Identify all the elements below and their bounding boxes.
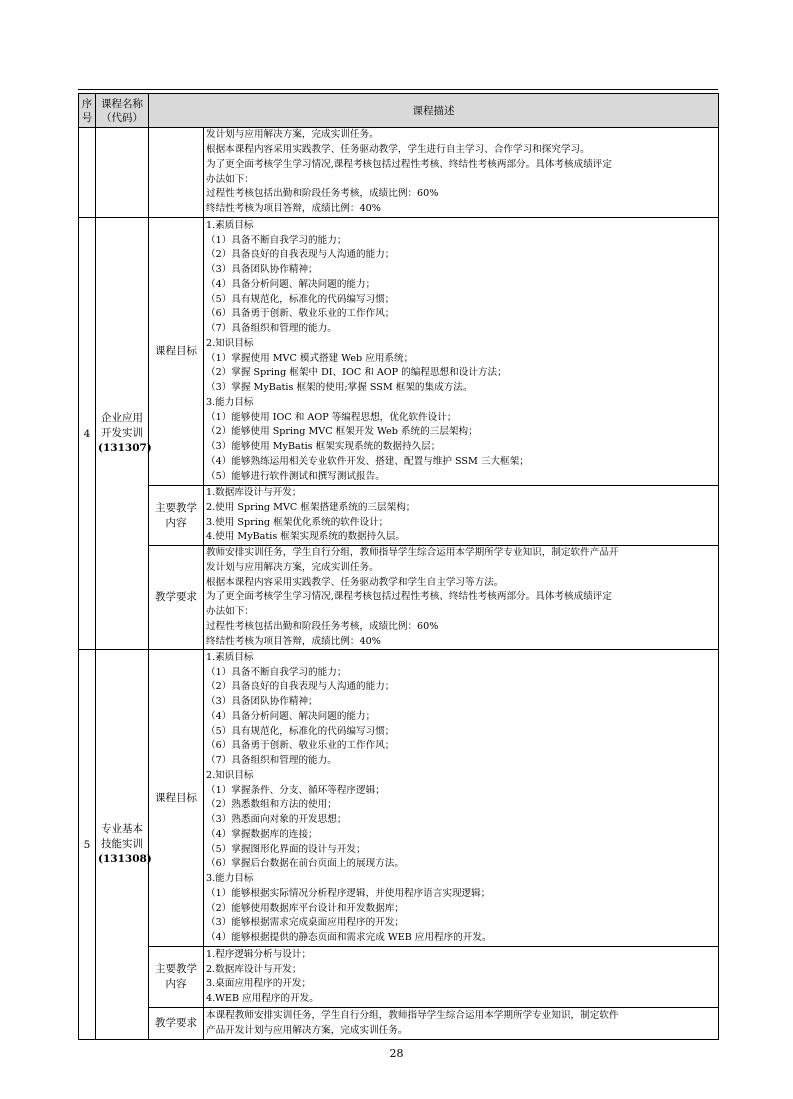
top-rule [78,89,718,90]
table-row-course-5-content [79,947,719,1008]
header-course-name: 课程名称 （代码） [96,94,149,128]
cont-desc-cell [204,128,719,218]
desc-line: 终结性考核为项目答辩，成绩比例：40% [206,203,381,214]
course-5-name: 专业基本 技能实训 (131308) [96,650,149,1040]
course-5-content-label: 主要教学 内容 [149,947,204,1008]
course-4-goals: 1.素质目标 （1）具备不断自我学习的能力； （2）具备良好的自我表现与人沟通的能力； （3）具备团队协作精神； （4）具备分析问题、解决问题的能力； （5）具有规范化，标准化的代码编写习惯； （6）具备勇于创新、敬业乐业的工作作风； （7）具备组织和管理的能力。 2.知识目标 （1）掌握使用 MVC 模式搭建 Web 应用系统； （2）掌握 Spring 框架中 DI、IOC 和 AOP 的编程思想和设计方法； （3）掌握 MyBatis 框架的使用;掌握 SSM 框架的集成方法。 3.能力目标 （1）能够使用 IOC 和 AOP 等编程思想，优化软件设计； （2）能够使用 Spring MVC 框架开发 Web 系统的三层架构； （3）能够使用 MyBatis 框架实现系统的数据持久层； （4）能够熟练运用相关专业软件开发、搭建、配置与维护 SSM 三大框架； （5）能够进行软件测试和撰写测试报告。 [204,218,719,486]
table-row-continuation [79,128,719,218]
course-5-goals: 1.素质目标 （1）具备不断自我学习的能力； （2）具备良好的自我表现与人沟通的能力； （3）具备团队协作精神； （4）具备分析问题、解决问题的能力； （5）具有规范化，标准化的代码编写习惯； （6）具备勇于创新、敬业乐业的工作作风； （7）具备组织和管理的能力。 2.知识目标 （1）掌握条件、分支、循环等程序逻辑； （2）熟悉数组和方法的使用； （3）熟悉面向对象的开发思想； （4）掌握数据库的连接； （5）掌握图形化界面的设计与开发； （6）掌握后台数据在前台页面上的展现方法。 3.能力目标 （1）能够根据实际情况分析程序逻辑，并使用程序语言实现逻辑； （2）能够使用数据库平台设计和开发数据库； （3）能够根据需求完成桌面应用程序的开发； （4）能够根据提供的静态页面和需求完成 WEB 应用程序的开发。 [204,650,719,947]
cont-sub-cell [149,128,204,218]
course-4-content-label: 主要教学 内容 [149,486,204,546]
course-5-seq: 5 [79,650,96,1040]
course-table [78,93,719,1040]
page-number: 28 [389,1047,404,1060]
table-row-course-4-req [79,546,719,650]
course-4-req: 教师安排实训任务，学生自行分组，教师指导学生综合运用本学期所学专业知识，制定软件产品开 发计划与应用解决方案，完成实训任务。 根据本课程内容采用实践教学、任务驱动教学和学生自主学习等方法。 为了更全面考核学生学习情况,课程考核包括过程性考核、终结性考核两部分。具体考核成绩评定 办法如下： 过程性考核包括出勤和阶段任务考核，成绩比例：60% 终结性考核为项目答辩，成绩比例：40% [204,546,719,650]
course-4-goals-label: 课程目标 [149,218,204,486]
cont-name-cell [96,128,149,218]
table-row-course-4-goals [79,218,719,486]
header-course-desc: 课程描述 [149,94,719,128]
course-4-seq: 4 [79,218,96,650]
desc-line: 根据本课程内容采用实践教学、任务驱动教学，学生进行自主学习、合作学习和探究学习。 [206,144,590,155]
header-seq: 序号 [79,94,96,128]
course-5-req-label: 教学要求 [149,1008,204,1040]
table-header-row [79,94,719,128]
course-5-req: 本课程教师安排实训任务，学生自行分组，教师指导学生综合运用本学期所学专业知识，制定软件 产品开发计划与应用解决方案，完成实训任务。 [204,1008,719,1040]
desc-line: 办法如下： [206,173,254,185]
desc-line: 过程性考核包括出勤和阶段任务考核，成绩比例：60% [206,188,439,200]
course-4-req-label: 教学要求 [149,546,204,650]
course-4-name: 企业应用 开发实训 (131307) [96,218,149,650]
course-4-content: 1.数据库设计与开发； 2.使用 Spring MVC 框架搭建系统的三层架构； 3.使用 Spring 框架优化系统的软件设计； 4.使用 MyBatis 框架实现系统的数据持久层。 [204,486,719,546]
table-row-course-4-content [79,486,719,546]
desc-line: 为了更全面考核学生学习情况,课程考核包括过程性考核、终结性考核两部分。具体考核成绩评定 [206,158,612,170]
desc-line: 发计划与应用解决方案，完成实训任务。 [206,129,379,141]
cont-seq-cell [79,128,96,218]
course-5-content: 1.程序逻辑分析与设计； 2.数据库设计与开发； 3.桌面应用程序的开发； 4.WEB 应用程序的开发。 [204,947,719,1008]
course-5-goals-label: 课程目标 [149,650,204,947]
table-row-course-5-goals [79,650,719,947]
table-row-course-5-req [79,1008,719,1040]
